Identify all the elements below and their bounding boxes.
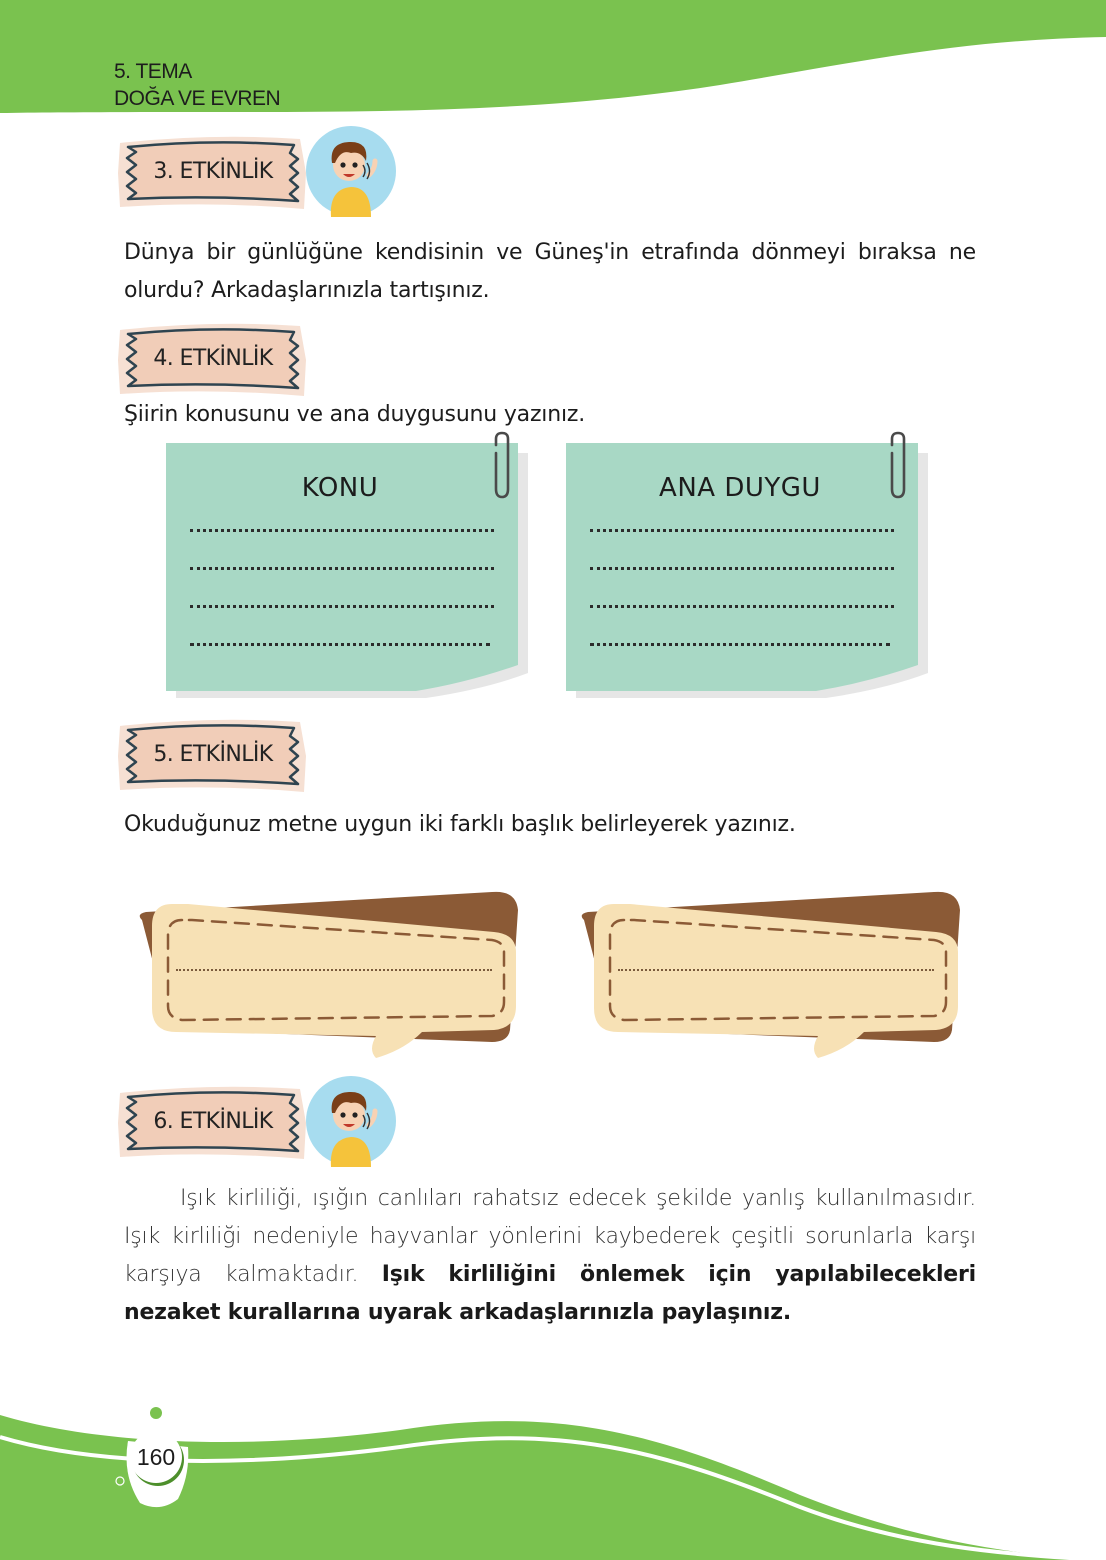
answer-line-3[interactable] xyxy=(590,605,894,608)
title-answer-line[interactable] xyxy=(618,969,934,971)
activity-6-task: Işık kirliliğini önlemek için yapılabilecekleri nezaket kurallarına uyarak arkadaşlarınızla paylaşınız. xyxy=(124,1262,976,1325)
note-title: ANA DUYGU xyxy=(659,473,821,503)
activity-banner-3 xyxy=(114,133,310,215)
activity-6-intro: Işık kirliliği, ışığın canlıları rahatsız edecek şekilde yanlış kullanılmasıdır. Işık kirliliği nedeniyle hayvanlar yönlerini kaybederek çeşitli sorunlarla karşı karşıya kalmaktadır. xyxy=(124,1186,976,1287)
activity-banner-4 xyxy=(114,320,310,402)
theme-number: 5. TEMA xyxy=(114,60,192,83)
note-card-konu xyxy=(166,443,536,708)
activity-label: 5. ETKİNLİK xyxy=(153,741,273,767)
activity-3-text: Dünya bir günlüğüne kendisinin ve Güneş'in etrafında dönmeyi bıraksa ne olurdu? Arkadaşlarınızla tartışınız. xyxy=(124,240,976,303)
note-card-ana-duygu xyxy=(566,443,936,708)
theme-title: DOĞA VE EVREN xyxy=(114,87,281,110)
note-title: KONU xyxy=(301,473,379,503)
answer-line-4[interactable] xyxy=(190,643,490,646)
activity-5-text: Okuduğunuz metne uygun iki farklı başlık belirleyerek yazınız. xyxy=(124,812,796,837)
answer-line-1[interactable] xyxy=(190,529,494,532)
boy-talking-icon xyxy=(305,125,397,217)
answer-line-2[interactable] xyxy=(190,567,494,570)
answer-line-2[interactable] xyxy=(590,567,894,570)
speech-bubble-1 xyxy=(132,890,532,1060)
activity-label: 6. ETKİNLİK xyxy=(153,1108,273,1134)
theme-label xyxy=(114,58,280,112)
speech-bubble-icon xyxy=(132,890,532,1060)
activity-banner-5 xyxy=(114,716,310,798)
boy-talking-icon xyxy=(305,1075,397,1167)
boy-avatar xyxy=(305,125,397,217)
activity-4-text: Şiirin konusunu ve ana duygusunu yazınız. xyxy=(124,402,585,427)
boy-avatar xyxy=(305,1075,397,1167)
activity-banner-6 xyxy=(114,1083,310,1165)
answer-line-3[interactable] xyxy=(190,605,494,608)
title-answer-line[interactable] xyxy=(176,969,492,971)
activity-label: 4. ETKİNLİK xyxy=(153,345,273,371)
speech-bubble-icon xyxy=(574,890,974,1060)
page-number: 160 xyxy=(130,1431,182,1483)
answer-line-1[interactable] xyxy=(590,529,894,532)
activity-label: 3. ETKİNLİK xyxy=(153,158,273,184)
activity-6-text xyxy=(124,1180,976,1332)
speech-bubble-2 xyxy=(574,890,974,1060)
answer-line-4[interactable] xyxy=(590,643,890,646)
